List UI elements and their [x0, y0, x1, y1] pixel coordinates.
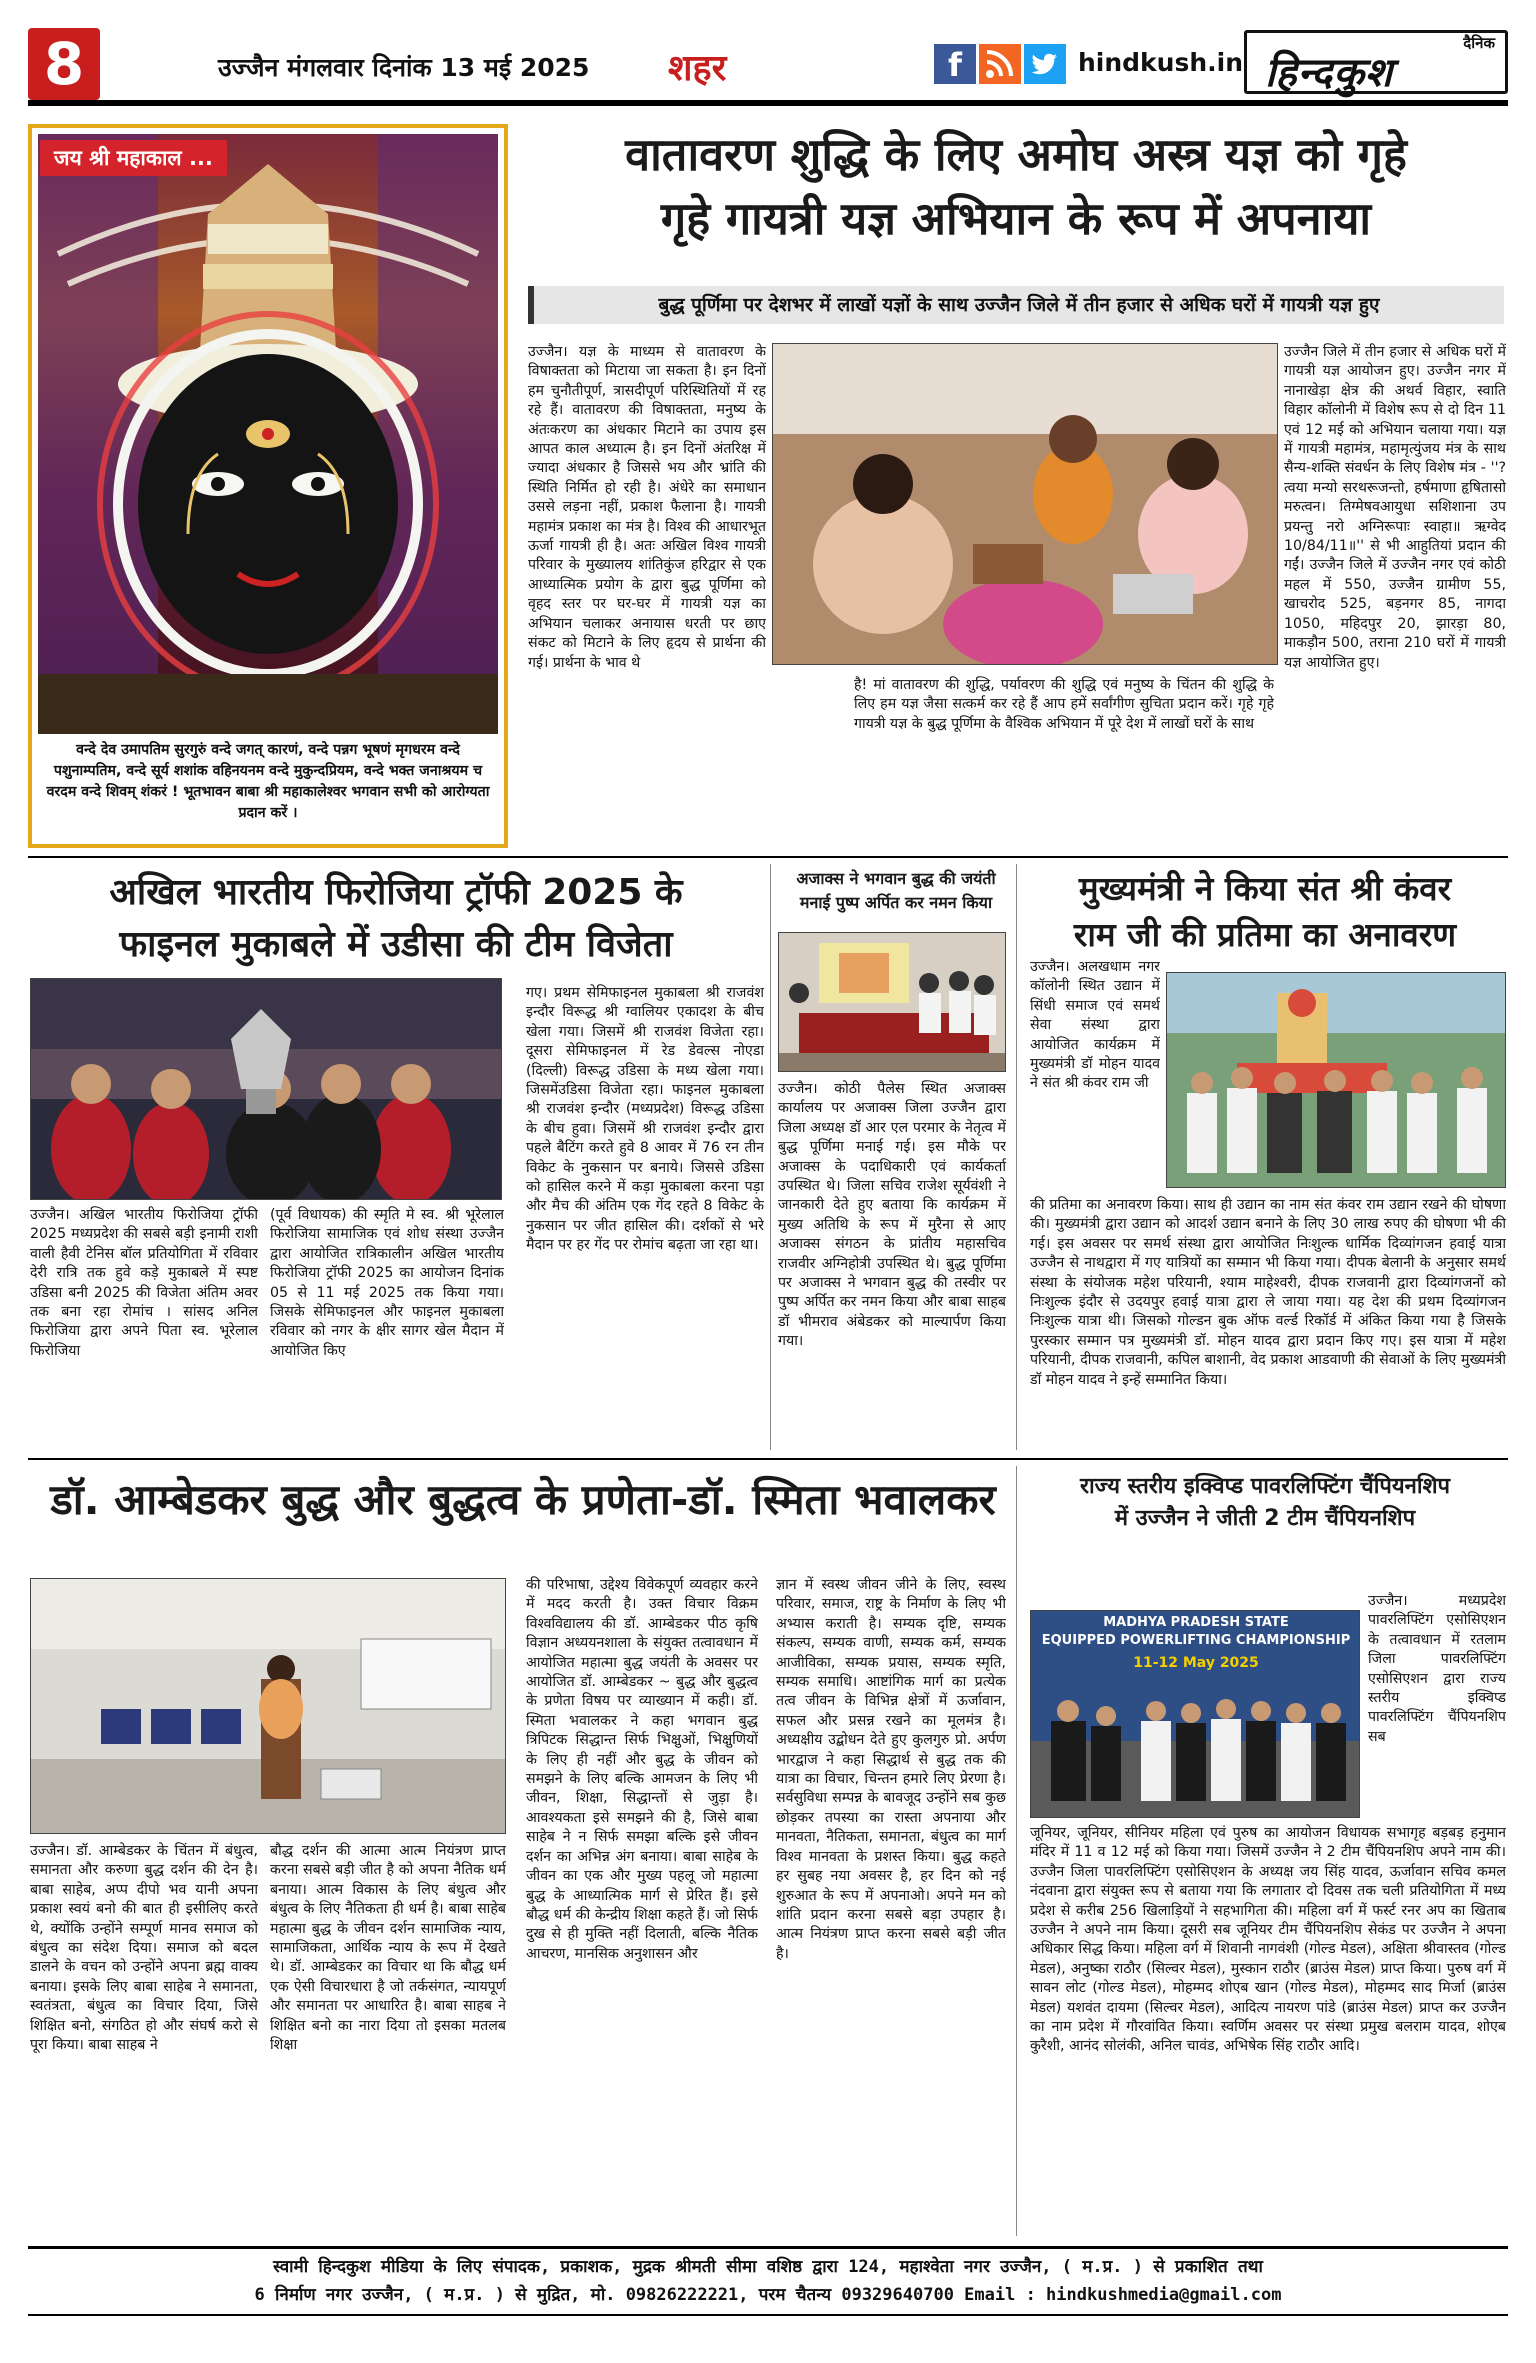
powerlifting-column-wide: जूनियर, जूनियर, सीनियर महिला एवं पुरुष का आयोजन विधायक सभागृह बड़बड़ हनुमान मंदिर में 11 व 12 मई को किया गया। जिसमें उज्जैन ने 2 टीम चैंपियनशिप अपने नाम की। उज्जैन जिला पावरलिफ्टिंग एसोसिएशन के अध्यक्ष जय सिंह यादव, ऊर्जावान सचिव कमल नंदवाना द्वारा संयुक्त रूप से बताया गया कि लगातार दो दिवस तक चली प्रतियोगिता में मध्य प्रदेश से करीब 256 खिलाड़ियों ने सहभागिता की। महिला वर्ग में फर्स्ट रनर अप का खिताब उज्जैन ने अपने नाम किया। दूसरी सब जूनियर टीम चैंपियनशिप सेकंड पर उज्जैन ने अपना अधिकार सिद्ध किया। महिला वर्ग में शिवानी नागवंशी (गोल्ड मेडल), अक्षिता श्रीवास्तव (गोल्ड मेडल), अनुष्का राठौर (सिल्वर मेडल), मुस्कान राठौर (ब्राउंस मेडल) प्राप्त किया। पुरुष वर्ग में सावन लोट (गोल्ड मेडल), मोहम्मद शोएब खान (गोल्ड मेडल), मोहम्मद साद मिर्जा (ब्राउंस मेडल) यशवंत दायमा (सिल्वर मेडल), आदित्य नायरण पांडे (ब्राउंस मेडल) प्राप्त कर उज्जैन का नाम प्रदेश में गौरवांवित किया। स्वर्णिम अवसर पर संस्था प्रमुख बलराम यादव, शोएब कुरैशी, आनंद सोलंकी, अनिल चावंड, अभिषेक सिंह राठौर आदि।: [1030, 1825, 1506, 2055]
buddha-body: उज्जैन। कोठी पैलेस स्थित अजाक्स कार्यालय पर अजाक्स जिला उज्जैन द्वारा जिला अध्यक्ष डॉ आर एल परमार के नेतृत्व में बुद्ध पूर्णिमा मनाई गई। इस मौके पर अजाक्स के पदाधिकारी एवं कार्यकर्ता उपस्थित थे। जिला सचिव राजेश सूर्यवंशी ने जानकारी देते हुए बताया कि कार्यक्रम में मुख्य अतिथि के रूप में मुरैना से आए अजाक्स संगठन के प्रांतीय महासचिव राजवीर अग्निहोत्री उपस्थित थे। बुद्ध पूर्णिमा पर अजाक्स ने भगवान बुद्ध की तस्वीर पर पुष्प अर्पित कर नमन किया और बाबा साहब डॉ भीमराव अंबेडकर को माल्यार्पण किया गया।: [778, 1081, 1006, 1350]
ambedkar-column-4: ज्ञान में स्वस्थ जीवन जीने के लिए, स्वस्थ परिवार, समाज, राष्ट्र के निर्माण के लिए भी अभ्यास कराती है। सम्यक दृष्टि, सम्यक संकल्प, सम्यक वाणी, सम्यक कर्म, सम्यक आजीविका, सम्यक प्रयास, सम्यक स्मृति, सम्यक समाधि। आष्टांगिक मार्ग का प्रत्येक तत्व जीवन के विभिन्न क्षेत्रों में ऊर्जावान, सफल और प्रसन्न रखने का मूलमंत्र है। अध्यक्षीय उद्बोधन देते हुए कुलगुरु प्रो. अर्पण भारद्वाज ने कहा सिद्धार्थ से बुद्ध तक की यात्रा का विचार, चिन्तन हमारे लिए प्रेरणा है। सर्वसुविधा सम्पन्न के बावजूद उन्होंने सब कुछ छोड़कर तपस्या का रास्ता अपनाया और मानवता, नैतिकता, समानता, बंधुत्व का मार्ग विश्व मानवता के प्रशस्त किया। बुद्ध कहते हर सुबह नया अवसर है, हर दिन को नई शुरुआत के रूप में अपनाओ। अपने मन को शांति प्रदान करना सबसे बड़ा उपहार है। आत्म नियंत्रण प्राप्त करना सबसे बड़ी जीत है।: [776, 1577, 1006, 1962]
header-rule: [28, 100, 1508, 106]
cm-statue-photo: [1166, 972, 1506, 1188]
powerlifting-column-narrow: उज्जैन। मध्यप्रदेश पावरलिफ्टिंग एसोसिएशन के तत्वावधान में रतलाम जिला पावरलिफ्टिंग एसोसिएशन द्वारा राज्य स्तरीय इक्विप्ड पावरलिफ्टिंग चैंपियनशिप सब: [1368, 1593, 1506, 1745]
cm-headline-line1: मुख्यमंत्री ने किया संत श्री कंवर: [1078, 869, 1452, 908]
cm-headline-line2: राम जी की प्रतिमा का अनावरण: [1073, 915, 1457, 954]
footer-rule-bottom: [28, 2314, 1508, 2316]
lead-headline-line2: गृहे गायत्री यज्ञ अभियान के रूप में अपनाया: [660, 192, 1372, 245]
social-icons: [934, 44, 1066, 84]
footer-rule-top: [28, 2246, 1508, 2249]
imprint-line-1: स्वामी हिन्दकुश मीडिया के लिए संपादक, प्रकाशक, मुद्रक श्रीमती सीमा वशिष्ठ द्वारा 124, महाश्वेता नगर उज्जैन, ( म.प्र. ) से प्रकाशित तथा: [273, 2257, 1263, 2277]
lead-headline-line1: वातावरण शुद्धि के लिए अमोघ अस्त्र यज्ञ को गृहे: [625, 128, 1407, 181]
section-rule-2: [28, 1458, 1508, 1460]
section-label: शहर: [668, 48, 727, 89]
yagya-photo: [772, 343, 1278, 665]
ajaks-event-photo: [778, 932, 1006, 1072]
masthead: [28, 28, 1508, 106]
website-url[interactable]: hindkush.in: [1078, 48, 1244, 77]
shrine-caption: वन्दे देव उमापतिम सुरगुरुं वन्दे जगत् कारणं, वन्दे पन्नग भूषणं मृगधरम वन्दे पशुनाम्पतिम, वन्दे सूर्य शशांक वहिनयनम वन्दे मुकुन्दप्रियम, वन्दे भक्त जनाश्रयम च वरदम वन्दे शिवम् शंकरं ! भूतभावन बाबा श्री महाकालेश्वर भगवान सभी को आरोग्यता प्रदान करें ।: [38, 736, 498, 844]
buddha-headline-line1: अजाक्स ने भगवान बुद्ध की जयंती: [796, 869, 996, 888]
cm-column-wide: की प्रतिमा का अनावरण किया। साथ ही उद्यान का नाम संत कंवर राम उद्यान रखने की घोषणा की। मुख्यमंत्री द्वारा उद्यान को आदर्श उद्यान बनाने के लिए 30 लाख रुपए की घोषणा भी की गई। इस अवसर पर समर्थ संस्था द्वारा आयोजित निःशुल्क धार्मिक दिव्यांगजन हवाई यात्रा उज्जैन से नाथद्वारा में गए यात्रियों का सम्मान भी किया गया। दीपक बेलानी के अनुसार समर्थ संस्था के संयोजक महेश परियानी, श्याम माहेश्वरी, दीपक राजवानी द्वारा दिव्यांगजनों को निःशुल्क इंदौर से उदयपुर हवाई यात्रा द्वारा ले जाया गया। यह देश की प्रथम दिव्यांगजन निःशुल्क यात्रा थी। जिसको गोल्डन बुक ऑफ वर्ल्ड रिकॉर्ड में अंकित किया गया है जिसके पुरस्कार सम्मान पत्र मुख्यमंत्री डॉ. मोहन यादव द्वारा प्रदान किए गए। इस यात्रा में महेश परियानी, दीपक राजवानी, कपिल बाशानी, वेद प्रकाश आडवाणी की सेवाओं के लिए मुख्यमंत्री डॉ मोहन यादव ने इन्हें सम्मानित किया।: [1030, 1197, 1506, 1388]
section-rule-1: [28, 856, 1508, 858]
cricket-headline-line2: फाइनल मुकाबले में उडीसा की टीम विजेता: [119, 924, 673, 965]
lecture-hall-photo: [30, 1578, 506, 1834]
ambedkar-column-2: बौद्ध दर्शन की आत्मा आत्म नियंत्रण प्राप्त करना सबसे बड़ी जीत है को अपना नैतिक धर्म बनाया। आत्म विकास के लिए बंधुत्व और बंधुत्व के लिए नैतिकता ही धर्म है। बाबा साहेब महात्मा बुद्ध के जीवन दर्शन सामाजिक न्याय, सामाजिकता, आर्थिक न्याय के रूप में देखते थे। डॉ. आम्बेडकर का विचार था कि बौद्ध धर्म एक ऐसी विचारधारा है जो तर्कसंगत, न्यायपूर्ण और समानता पर आधारित है। बाबा साहब ने शिक्षित बनो का नारा दिया तो इसका मतलब शिक्षा: [270, 1843, 506, 2054]
lead-column-1: उज्जैन। यज्ञ के माध्यम से वातावरण के विषाक्तता को मिटाया जा सकता है। इन दिनों हम चुनौतीपूर्ण, त्रासदीपूर्ण परिस्थितियों में रह रहे हैं। वातावरण की विषाक्तता, मनुष्य के अंतःकरण का अंधकार मिटाने का उपाय इस आपत काल अध्यात्म है। इन दिनों अंतरिक्ष में ज्यादा अंधकार है जिससे भय और भ्रांति की स्थिति निर्मित हो रही है। अंधेरे का समाधान उससे लड़ना नहीं, प्रकाश फैलाना है। गायत्री महामंत्र प्रकाश का मंत्र है। विश्व की आधारभूत ऊर्जा गायत्री ही है। अतः अखिल विश्व गायत्री परिवार के मुख्यालय शांतिकुंज हरिद्वार से एक आध्यात्मिक प्रयोग के द्वारा बुद्ध पूर्णिमा को वृहद स्तर पर घर-घर में गायत्री यज्ञ का अभियान चलाकर अनायास धरती पर छाए संकट को मिटाने के लिए हृदय से प्रार्थना की गई। प्रार्थना के भाव थे: [528, 344, 766, 671]
photo-banner-line2: EQUIPPED POWERLIFTING CHAMPIONSHIP: [1041, 1633, 1351, 1648]
logo-main-text: हिन्दकुश: [1265, 49, 1394, 96]
cm-column-narrow: उज्जैन। अलखधाम नगर कॉलोनी स्थित उद्यान में सिंधी समाज एवं समर्थ सेवा संस्था द्वारा आयोजित कार्यक्रम में मुख्यमंत्री डॉ मोहन यादव ने संत श्री कंवर राम जी: [1030, 959, 1160, 1092]
lead-column-2: है! मां वातावरण की शुद्धि, पर्यावरण की शुद्धि एवं मनुष्य के चिंतन की शुद्धि के लिए हम यज्ञ जैसा सत्कर्म कर रहे हैं आप हमें सर्वांगीण सुचिता प्रदान करें। गृहे गृहे गायत्री यज्ञ के बुद्ध पूर्णिमा के वैश्विक अभियान में पूरे देश में लाखों घरों के साथ: [854, 677, 1274, 732]
ambedkar-column-1: उज्जैन। डॉ. आम्बेडकर के चिंतन में बंधुत्व, समानता और करुणा बुद्ध दर्शन की देन है। बाबा साहेब, अप्प दीपो भव यानी अपना प्रकाश स्वयं बनो की बात ही इसीलिए करते थे, क्योंकि उन्होंने सम्पूर्ण मानव समाज को बंधुत्व का संदेश दिया। समाज को बदल डालने के वचन को उन्होंने अपना ब्रह्म वाक्य बनाया। इसके लिए बाबा साहेब ने समानता, स्वतंत्रता, बंधुत्व का विचार दिया, जिसे शिक्षित बनो, संगठित हो और संघर्ष करो से पूरा किया। बाबा साहब ने: [30, 1843, 258, 2054]
lead-subhead: बुद्ध पूर्णिमा पर देशभर में लाखों यज्ञों के साथ उज्जैन जिले में तीन हजार से अधिक घरों में गायत्री यज्ञ हुए: [528, 286, 1504, 324]
imprint-line-2: 6 निर्माण नगर उज्जैन, ( म.प्र. ) से मुद्रित, मो. 09826222221, परम चैतन्य 09329640700 Email : hindkushmedia@gmail.com: [254, 2285, 1282, 2305]
twitter-icon[interactable]: [1024, 44, 1066, 84]
photo-banner-date: 11-12 May 2025: [1133, 1655, 1259, 1671]
powerlifting-photo: [1030, 1610, 1360, 1818]
shrine-box: [28, 124, 508, 848]
lead-column-3: उज्जैन जिले में तीन हजार से अधिक घरों में गायत्री यज्ञ आयोजन हुए। उज्जैन नगर में नानाखेड़ा क्षेत्र की अथर्व विहार, स्वाति विहार कॉलोनी में विशेष रूप से दो दिन 11 एवं 12 मई को अभियान चलाया गया। यज्ञ में गायत्री महामंत्र, महामृत्युंजय मंत्र के साथ सैन्य-शक्ति संवर्धन के लिए विशेष मंत्र - ''? त्वया मन्यो सरथरूजन्तो, हर्षमाणा हृषितासो मरुत्वन। तिग्मेषवआयुधा सशिशाना उप प्रयन्तु नरो अग्निरूपाः स्वाहा॥ ऋग्वेद 10/84/11॥'' से भी आहुतियां प्रदान की गईं। उज्जैन जिले में उज्जैन नगर एवं कोठी महल में 550, उज्जैन ग्रामीण 55, खाचरोद 525, बड़नगर 85, नागदा 1050, महिदपुर 20, झारड़ा 80, माकड़ौन 500, तराना 210 घरों में गायत्री यज्ञ आयोजित हुए।: [1284, 344, 1506, 671]
cricket-column-2: (पूर्व विधायक) की स्मृति मे स्व. श्री भूरेलाल फिरोजिया सामाजिक एवं शोध संस्था उज्जैन द्वारा आयोजित रात्रिकालीन अखिल भारतीय फिरोजिया ट्रॉफी 2025 का आयोजन दिनांक 05 से 11 मई 2025 तक किया गया। जिसके सेमिफाइनल और फाइनल मुकाबला रविवार को नगर के क्षीर सागर खेल मैदान में आयोजित किए: [270, 1207, 504, 1359]
column-rule-ambedkar: [1016, 1466, 1017, 2236]
powerlifting-headline-line2: में उज्जैन ने जीती 2 टीम चैंपियनशिप: [1114, 1506, 1416, 1531]
column-rule-buddha: [1016, 864, 1017, 1450]
cricket-headline-line1: अखिल भारतीय फिरोजिया ट्रॉफी 2025 के: [109, 872, 683, 913]
ambedkar-headline: डॉ. आम्बेडकर बुद्ध और बुद्धत्व के प्रणेता-डॉ. स्मिता भवालकर: [50, 1475, 996, 1524]
facebook-icon[interactable]: f: [934, 44, 976, 84]
powerlifting-headline-line1: राज्य स्तरीय इक्विप्ड पावरलिफ्टिंग चैंपियनशिप: [1079, 1474, 1451, 1499]
newspaper-logo: [1244, 30, 1508, 94]
mahakal-photo: [38, 134, 498, 734]
buddha-headline-line2: मनाई पुष्प अर्पित कर नमन किया: [799, 893, 993, 912]
rss-icon[interactable]: [979, 44, 1021, 84]
logo-small-text: दैनिक: [1463, 34, 1495, 52]
photo-banner-line1: MADHYA PRADESH STATE: [1103, 1615, 1289, 1630]
cricket-column-3: गए। प्रथम सेमिफाइनल मुकाबला श्री राजवंश इन्दौर विरूद्ध श्री ग्वालियर एकादश के बीच खेला गया। जिसमें श्री राजवंश विजेता रहा। दूसरा सेमिफाइनल में रेड डेवल्स नोएडा (दिल्ली) विरूद्ध उडिसा के मध्य खेला गया। जिसमेंउडिसा विजेता रहा। फाइनल मुकाबला श्री राजवंश इन्दौर (मध्यप्रदेश) विरूद्ध उडिसा के बीच हुवा। जिसमें श्री राजवंश इन्दौर द्वारा पहले बैटिंग करते हुवे 8 आवर में 76 रन तीन विकेट के नुकसान पर बनाये। जिससे उडिसा को हासिल करने में कड़ा मुकाबला करना पड़ा और मैच की अंतिम एक गेंद रहते 8 विकेट के नुकसान पर जीत हासिल की। दर्शकों से भरे मैदान पर हर गेंद पर रोमांच बढ़ता जा रहा था।: [526, 985, 764, 1254]
shrine-banner: जय श्री महाकाल ...: [40, 140, 227, 176]
ambedkar-column-3: की परिभाषा, उद्देश्य विवेकपूर्ण व्यवहार करने में मदद करती है। उक्त विचार विक्रम विश्वविद्यालय की डॉ. आम्बेडकर पीठ कृषि विज्ञान अध्ययनशाला के संयुक्त तत्वावधान में आयोजित महात्मा बुद्ध जयंती के अवसर पर आयोजित डॉ. आम्बेडकर ~ बुद्ध और बुद्धत्व के प्रणेता विषय पर व्याख्यान में कही। डॉ. स्मिता भवालकर ने कहा भगवान बुद्ध त्रिपिटक सिद्धान्त सिर्फ भिक्षुओं, भिक्षुणियों के लिए ही नहीं और बुद्ध के जीवन को समझने के लिए बल्कि आमजन के लिए भी जीवन, शिक्षा, सिद्धान्तों से जुड़ा है। आवश्यकता इसे समझने की है, जिसे बाबा साहेब ने न सिर्फ समझा बल्कि इसे जीवन दर्शन का अभिन्न अंग बनाया। बाबा साहेब के जीवन का एक और मुख्य पहलू जो महात्मा बुद्ध के आध्यात्मिक मार्ग से प्रेरित हैं। इसे बौद्ध धर्म की केन्द्रीय शिक्षा कहते हैं। जो सिर्फ दुख से ही मुक्ति नहीं दिलाती, बल्कि नैतिक आचरण, मानसिक अनुशासन और: [526, 1577, 758, 1962]
column-rule-cricket: [770, 864, 771, 1450]
cricket-column-1: उज्जैन। अखिल भारतीय फिरोजिया ट्रॉफी 2025 मध्यप्रदेश की सबसे बड़ी इनामी राशी वाली हैवी टेनिस बॉल प्रतियोगिता में रविवार देरी रात्रि तक हुवे कड़े मुकाबले में स्पष्ट उडिसा बनी 2025 की विजेता अंतिम अवर तक बना रहा रोमांच । सांसद अनिल फिरोजिया द्वारा अपने पिता स्व. भूरेलाल फिरोजिया: [30, 1207, 258, 1359]
cricket-trophy-photo: [30, 978, 502, 1200]
page-number: 8: [28, 28, 100, 100]
dateline: उज्जैन मंगलवार दिनांक 13 मई 2025: [218, 53, 590, 82]
